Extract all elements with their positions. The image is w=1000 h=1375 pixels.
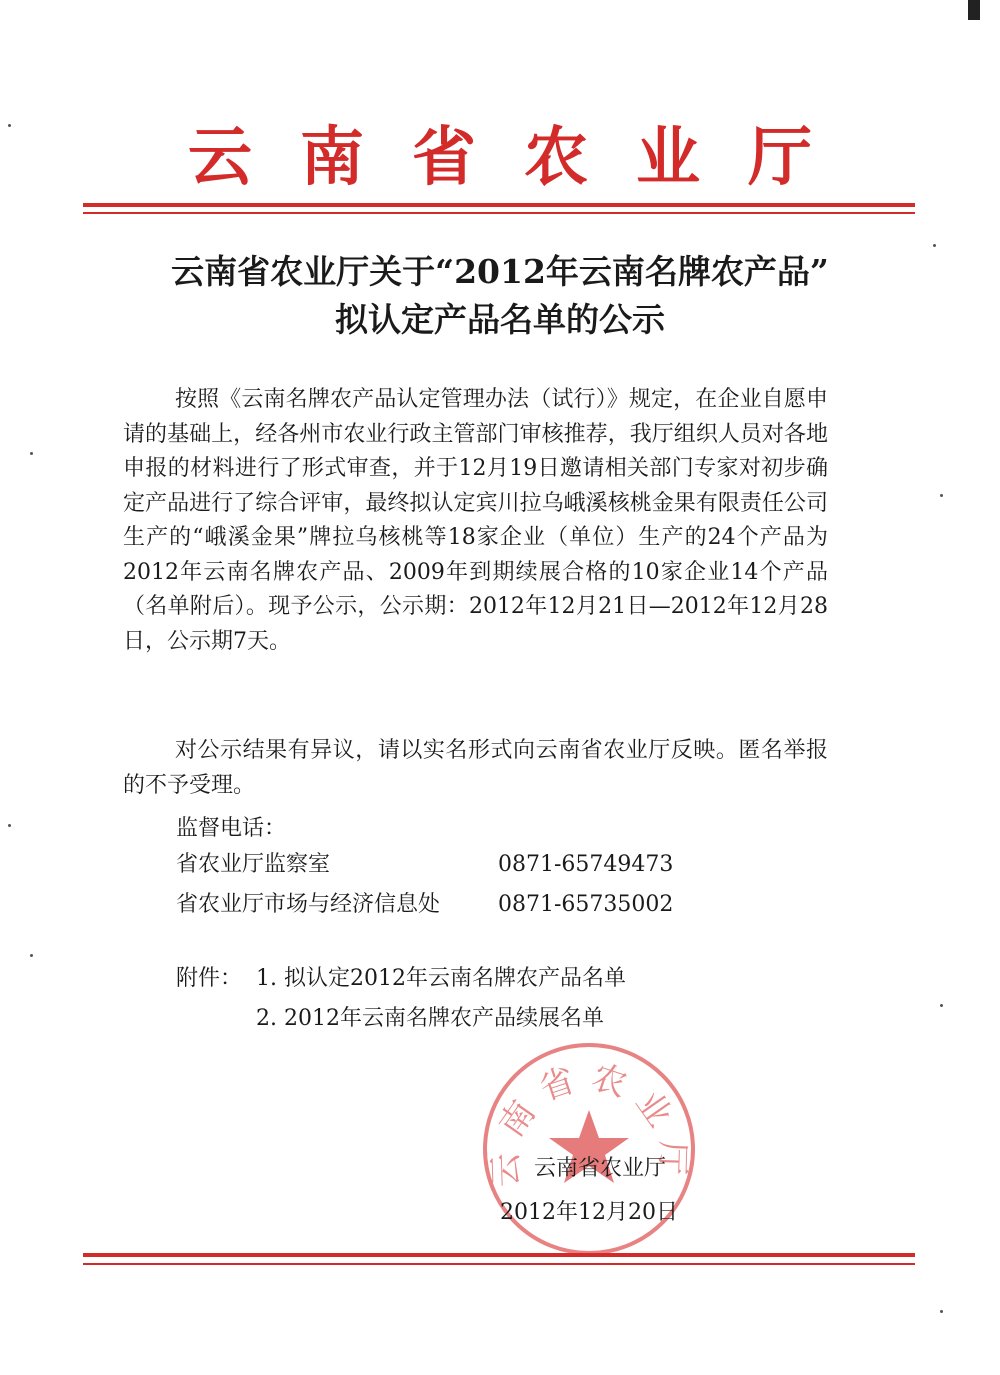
contact-phone-2: 0871-65735002 [498, 892, 674, 917]
scan-speck [8, 824, 11, 827]
contact-dept-2: 省农业厅市场与经济信息处 [176, 892, 441, 917]
document-title-line2: 拟认定产品名单的公示 [335, 300, 665, 339]
scan-speck [940, 494, 943, 497]
header-rule-thin [83, 212, 915, 214]
contact-dept-1: 省农业厅监察室 [176, 852, 331, 877]
attachments-label: 附件： [176, 966, 243, 991]
scan-speck [30, 954, 33, 957]
attachment-item-2: 2. 2012年云南名牌农产品续展名单 [256, 1006, 604, 1031]
footer-rule-thin [83, 1263, 915, 1265]
attachment-item-1: 1. 拟认定2012年云南名牌农产品名单 [256, 966, 626, 991]
scan-speck [933, 244, 936, 247]
body-paragraph-2: 对公示结果有异议，请以实名形式向云南省农业厅反映。匿名举报的不予受理。 [123, 738, 828, 798]
org-header: 云南省农业厅 [188, 120, 860, 195]
supervision-label: 监督电话： [176, 816, 287, 841]
scan-speck [940, 1310, 943, 1313]
body-paragraph-1: 按照《云南名牌农产品认定管理办法（试行）》规定，在企业自愿申请的基础上，经各州市农业行政主管部门审核推荐，我厅组织人员对各地申报的材料进行了形式审查，并于12月19日邀请相关部门专家对初步确定产品进行了综合评审，最终拟认定宾川拉乌峨溪核桃金果有限责任公司生产的“峨溪金果”牌拉乌核桃等18家企业（单位）生产的24个产品为2012年云南名牌农产品、2009年到期续展合格的10家企业14个产品（名单附后）。现予公示，公示期：2012年12月21日—2012年12月28日，公示期7天。 [123, 387, 828, 654]
svg-text:云南省农业厅: 云南省农业厅 [485, 1056, 693, 1188]
scan-speck [940, 1004, 943, 1007]
document-title-line1: 云南省农业厅关于“2012年云南名牌农产品” [171, 252, 829, 291]
header-rule-thick [83, 203, 915, 207]
signature-date: 2012年12月20日 [500, 1200, 678, 1225]
scan-corner-mark [968, 0, 980, 20]
signature-org: 云南省农业厅 [534, 1156, 667, 1181]
contact-phone-1: 0871-65749473 [498, 852, 674, 877]
scan-speck [8, 124, 11, 127]
scan-speck [30, 452, 33, 455]
footer-rule-thick [83, 1253, 915, 1257]
